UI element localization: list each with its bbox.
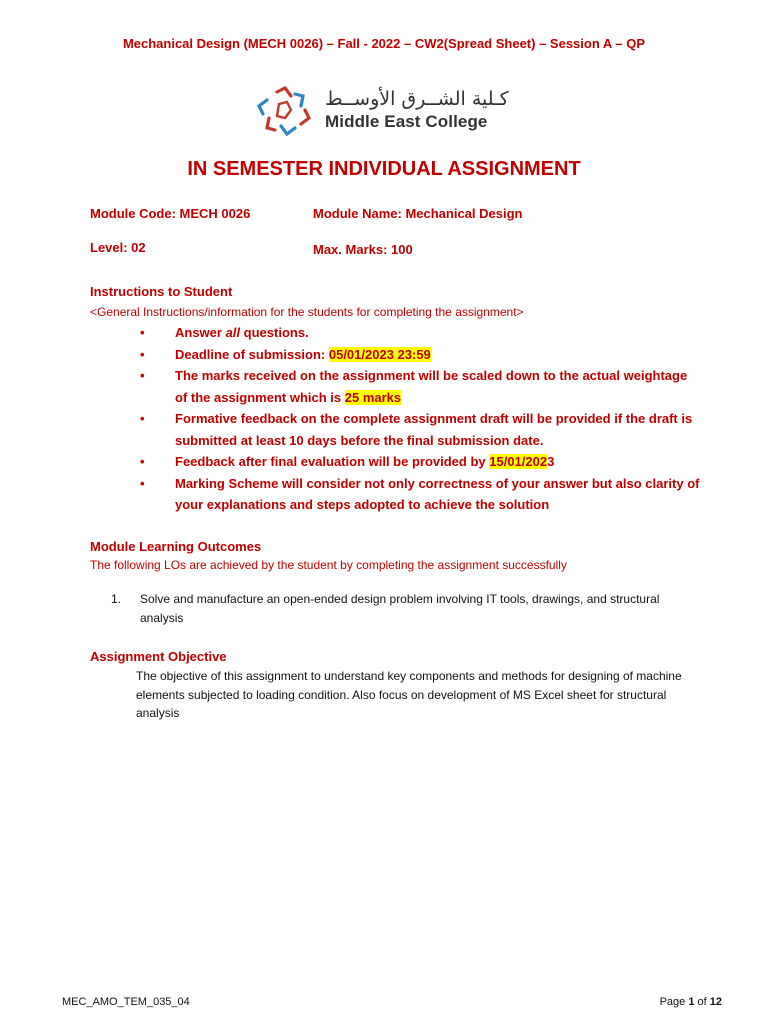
instruction-item: • Answer all questions. <box>140 322 700 344</box>
document-header: Mechanical Design (MECH 0026) – Fall - 2022 – CW2(Spread Sheet) – Session A – QP <box>122 36 646 51</box>
learning-outcome-text: Solve and manufacture an open-ended design problem involving IT tools, drawings, and structural analysis <box>140 592 660 625</box>
module-name: Module Name: Mechanical Design <box>313 206 523 221</box>
level: Level: 02 <box>90 240 146 255</box>
learning-outcome-item <box>111 590 660 628</box>
instructions-list <box>140 322 700 516</box>
learning-outcome-number: 1. <box>111 592 122 606</box>
instructions-heading: Instructions to Student <box>90 284 233 299</box>
deadline-highlight: 05/01/2023 23:59 <box>328 346 431 362</box>
learning-outcomes-heading: Module Learning Outcomes <box>90 539 262 554</box>
instruction-item: • The marks received on the assignment will be scaled down to the actual weightage of the assignment which is 25 marks <box>140 365 700 408</box>
feedback-date-highlight: 15/01/202 <box>489 454 548 469</box>
max-marks: Max. Marks: 100 <box>313 242 413 257</box>
college-emblem-icon <box>255 86 315 138</box>
instructions-subheading: <General Instructions/information for the students for completing the assignment> <box>90 305 524 319</box>
college-logo <box>255 86 515 138</box>
objective-text: The objective of this assignment to understand key components and methods for designing of machine elements subjected to loading condition. Also focus on development of MS Excel sheet for structural analysis <box>136 669 682 720</box>
instruction-item: • Deadline of submission: 05/01/2023 23:59 <box>140 344 700 366</box>
logo-arabic-text: كـلية الشــرق الأوســط <box>325 88 509 110</box>
learning-outcomes-subheading: The following LOs are achieved by the student by completing the assignment successfully <box>90 558 567 572</box>
instruction-item: • Marking Scheme will consider not only correctness of your answer but also clarity of your explanations and steps adopted to achieve the solution <box>140 473 700 516</box>
footer-template-code: MEC_AMO_TEM_035_04 <box>62 996 190 1008</box>
module-code: Module Code: MECH 0026 <box>90 206 251 221</box>
logo-english-text: Middle East College <box>325 112 488 131</box>
objective-heading: Assignment Objective <box>90 649 227 664</box>
instruction-item: • Feedback after final evaluation will be provided by 15/01/2023 <box>140 451 700 473</box>
instruction-item: • Formative feedback on the complete assignment draft will be provided if the draft is submitted at least 10 days before the final submission date. <box>140 408 700 451</box>
page-number: Page 1 of 12 <box>659 996 722 1008</box>
marks-highlight: 25 marks <box>344 389 402 405</box>
page-title: IN SEMESTER INDIVIDUAL ASSIGNMENT <box>187 158 581 180</box>
